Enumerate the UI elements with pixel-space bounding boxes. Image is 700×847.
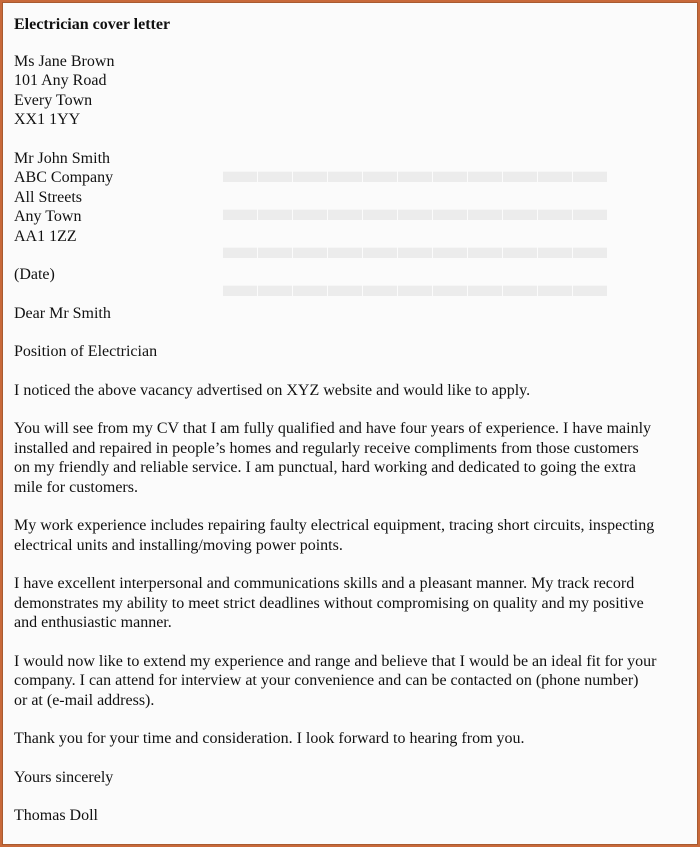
paragraph-4-line-2: demonstrates my ability to meet strict deadlines without compromising on quality and my positive <box>14 594 644 612</box>
paragraph-4-line-3: and enthusiastic manner. <box>14 614 172 631</box>
document-frame <box>2 2 698 845</box>
paragraph-2-line-1: You will see from my CV that I am fully qualified and have four years of experience. I have mainly <box>14 420 652 437</box>
paragraph-6-line-1: Thank you for your time and consideration. I look forward to hearing from you. <box>14 730 525 747</box>
paragraph-2-line-3: on my friendly and reliable service. I am punctual, hard working and dedicated to going the extra <box>14 459 637 476</box>
paragraph-3-line-2: electrical units and installing/moving power points. <box>14 536 343 554</box>
paragraph-1-line-1: I noticed the above vacancy advertised on XYZ website and would like to apply. <box>14 381 531 399</box>
cover-letter <box>14 15 694 845</box>
paragraph-3-line-1: My work experience includes repairing faulty electrical equipment, tracing short circuits, inspecting <box>14 517 655 534</box>
closing: Yours sincerely <box>14 768 114 786</box>
sender-postcode: XX1 1YY <box>14 111 81 128</box>
paragraph-4-line-1: I have excellent interpersonal and communications skills and a pleasant manner. My track record <box>14 575 635 592</box>
position-heading: Position of Electrician <box>14 343 158 360</box>
paragraph-4 <box>14 574 694 633</box>
recipient-postcode: AA1 1ZZ <box>14 227 77 245</box>
paragraph-5-line-2: company. I can attend for interview at your convenience and can be contacted on (phone number) <box>14 672 639 689</box>
salutation: Dear Mr Smith <box>14 304 111 322</box>
paragraph-2-line-4: mile for customers. <box>14 478 138 496</box>
paragraph-5 <box>14 652 694 711</box>
sender-address <box>14 52 694 130</box>
background-watermark: ▬▬▬▬▬▬▬▬▬▬▬ ▬▬▬▬▬▬▬▬▬▬▬ ▬▬▬▬▬▬▬▬▬▬▬ ▬▬▬▬▬▬▬▬▬▬▬ <box>223 153 608 304</box>
recipient-address <box>14 149 694 247</box>
recipient-name: Mr John Smith <box>14 149 111 167</box>
signature-name: Thomas Doll <box>14 807 98 824</box>
paragraph-6 <box>14 729 694 749</box>
recipient-company: ABC Company <box>14 169 114 186</box>
paragraph-2 <box>14 419 694 497</box>
letter-date: (Date) <box>14 266 55 283</box>
recipient-street: All Streets <box>14 188 82 206</box>
sender-address-line-2: Every Town <box>14 91 93 109</box>
sender-address-line-1: 101 Any Road <box>14 72 107 89</box>
letter-title: Electrician cover letter <box>14 16 171 33</box>
sender-name: Ms Jane Brown <box>14 52 115 70</box>
paragraph-3 <box>14 516 694 555</box>
paragraph-5-line-1: I would now like to extend my experience and range and believe that I would be an ideal fit for your <box>14 652 657 670</box>
recipient-town: Any Town <box>14 208 82 225</box>
paragraph-5-line-3: or at (e-mail address). <box>14 691 155 709</box>
paragraph-2-line-2: installed and repaired in people’s homes and regularly receive compliments from those customers <box>14 439 639 457</box>
paragraph-1 <box>14 381 694 401</box>
